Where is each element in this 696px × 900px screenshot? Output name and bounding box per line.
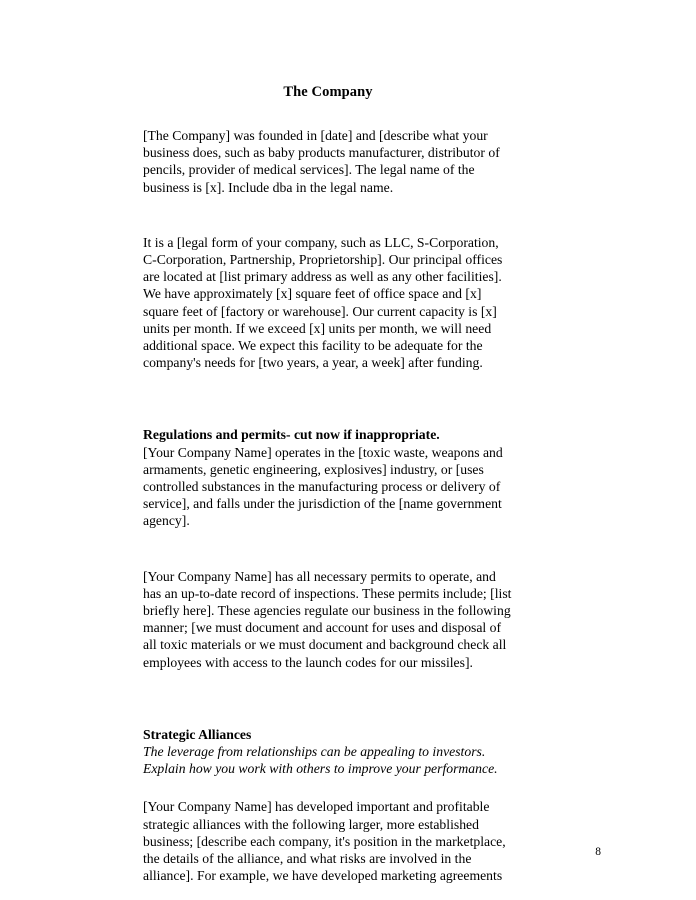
italic-note-line-2: Explain how you work with others to improve your performance. [143, 761, 498, 777]
heading-regulations-and-permits: Regulations and permits- cut now if inappropriate. [143, 427, 440, 443]
heading-strategic-alliances: Strategic Alliances [143, 726, 252, 742]
page-title: The Company [283, 84, 373, 100]
spacer [143, 101, 513, 127]
spacer [143, 671, 513, 726]
paragraph-legal-form: It is a [legal form of your company, such as LLC, S-Corporation, C-Corporation, Partnership, Proprietorship]. Our principal offices are located at [list primary address as well as any other facilities]. We have approximately [x] square feet of office space and [x] square feet of [factory or warehouse]. Our current capacity is [x] units per month. If we exceed [x] units per month, we will need additional space. We expect this facility to be adequate for the company's needs for [two years, a year, a week] after funding. [143, 234, 503, 371]
spacer [143, 777, 513, 798]
paragraph-alliances-body: [Your Company Name] has developed important and profitable strategic alliances with the following larger, more established business; [describe each company, it's position in the marketplace, the details of the alliance, and what risks are involved in the alliance]. For example, we have developed marketing agreements [143, 799, 506, 884]
page-number: 8 [595, 846, 601, 858]
paragraph-regulations-body: [Your Company Name] operates in the [toxic waste, weapons and armaments, genetic engineering, explosives] industry, or [uses controlled substances in the manufacturing process or delivery of service], and falls under the jurisdiction of the [name government agency]. [143, 444, 503, 529]
spacer [143, 371, 513, 426]
document-body [143, 84, 513, 885]
paragraph-permits: [Your Company Name] has all necessary permits to operate, and has an up-to-date record of inspections. These permits include; [list briefly here]. These agencies regulate our business in the following manner; [we must document and account for uses and disposal of all toxic materials or we must document and background check all employees with access to the launch codes for our missiles]. [143, 568, 512, 670]
spacer [143, 530, 513, 568]
paragraph-intro: [The Company] was founded in [date] and [describe what your business does, such as baby products manufacturer, distributor of pencils, provider of medical services]. The legal name of the business is [x]. Include dba in the legal name. [143, 128, 500, 195]
spacer [143, 196, 513, 234]
italic-note-line-1: The leverage from relationships can be appealing to investors. [143, 744, 486, 760]
